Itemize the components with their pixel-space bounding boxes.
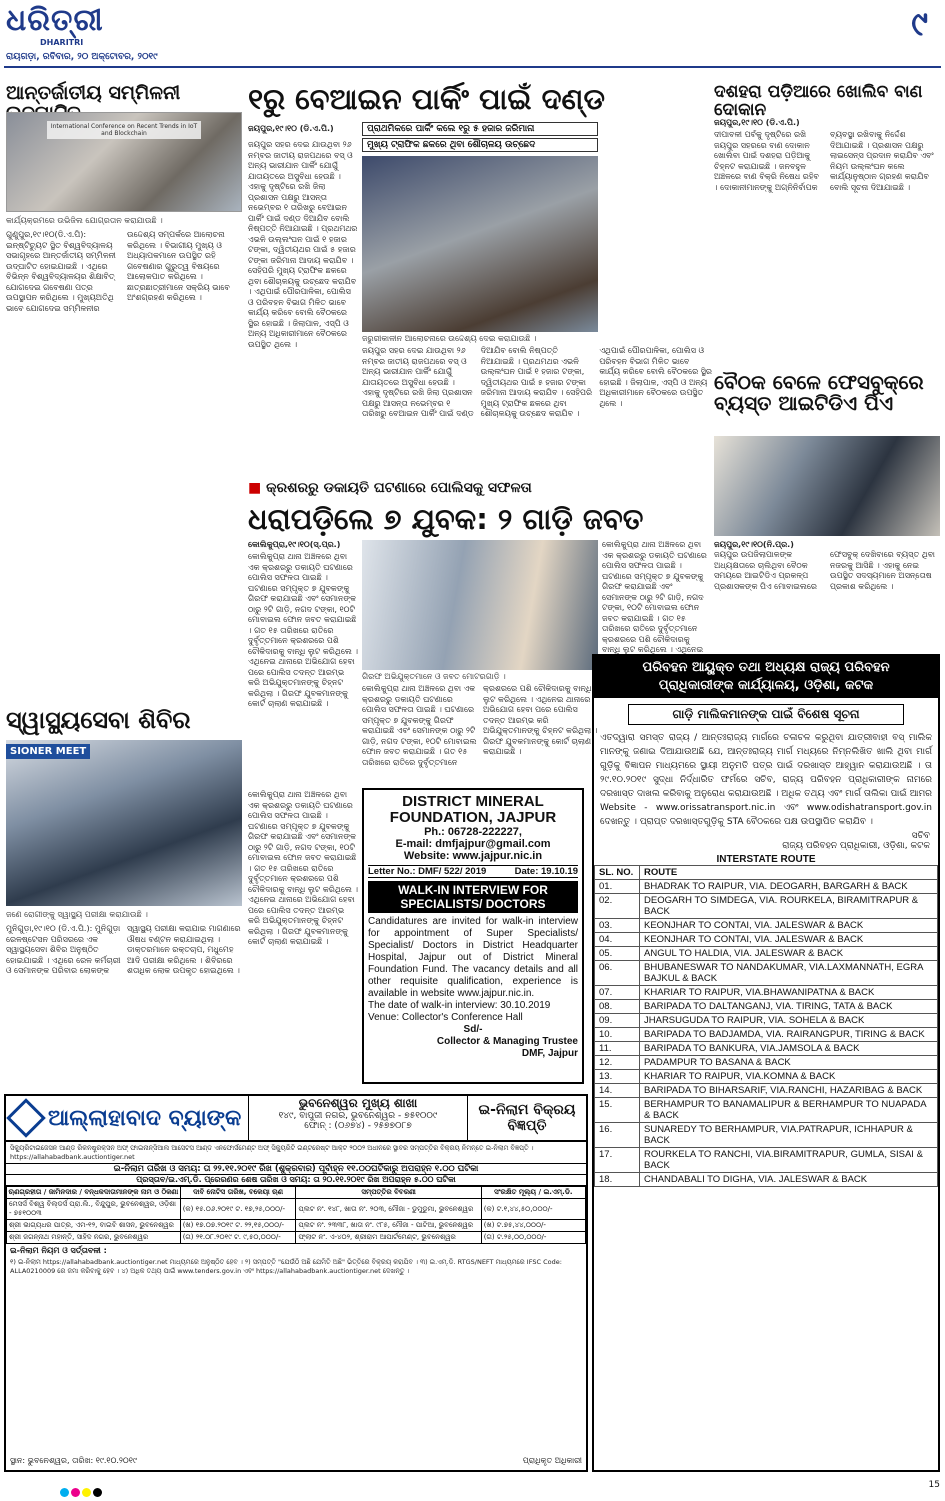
- bank-logo-block: [6, 1096, 248, 1140]
- route-table-title: INTERSTATE ROUTE: [716, 854, 816, 865]
- dmf-venue: Venue: Collector's Conference Hall: [368, 1012, 523, 1023]
- route-row: [595, 961, 938, 986]
- story1-photo: [6, 112, 242, 212]
- story2-body-left: ଜୟପୁର ସହର ଦେଇ ଯାଉଥିବା ୨୬ ନମ୍ବର ଜାତୀୟ ରାଜପଥରେ ବସ୍ ଓ ଅନ୍ୟ ଭାରୀଯାନ ପାର୍କିଂ ଯୋଗୁଁ ଯାତାୟତରେ ଅସୁବିଧା ହେଉଛି । ଏହାକୁ ଦୃଷ୍ଟିରେ ରଖି ଜିଲା ପ୍ରଶାସନ ପକ୍ଷରୁ ଆସନ୍ତା ନଭେମ୍ବର ୧ ତାରିଖରୁ ବେଆଇନ ପାର୍କିଂ ପାଇଁ ଦଣ୍ଡ ଦିଆଯିବ ବୋଲି ନିଷ୍ପତ୍ତି ନିଆଯାଇଛି । ପ୍ରଥମଥର ଏଭଳି ଉଲ୍ଲଂଘନ ପାଇଁ ୧ ହଜାର ଟଙ୍କା, ଦ୍ୱିତୀୟଥର ପାଇଁ ୫ ହଜାର ଟଙ୍କା ଜରିମାନା ଆଦାୟ କରାଯିବ । ସେହିପରି ମୁଖ୍ୟ ଟ୍ରାଫିକ ଛକରେ ଥିବା ଶୌଚାଳୟକୁ ଉଚ୍ଛେଦ କରାଯିବ । ଏଥିପାଇଁ ପୌରପାଳିକା, ପୋଲିସ ଓ ପରିବହନ ବିଭାଗ ମିଳିତ ଭାବେ କାର୍ଯ୍ୟ କରିବେ ବୋଲି ବୈଠକରେ ସ୍ଥିର ହୋଇଛି । ଜିଲାପାଳ, ଏସ୍‌ପି ଓ ଅନ୍ୟ ଅଧିକାରୀମାନେ ବୈଠକରେ ଉପସ୍ଥିତ ଥିଲେ ।: [248, 140, 358, 349]
- bank-terms-title: ଇ-ନିଲାମ ନିୟମ ଓ ସର୍ତ୍ତାବଳୀ :: [10, 1246, 107, 1255]
- story6-photo: [6, 740, 242, 906]
- bank-cell-notice: (ଗ) ୨୧.୦୮.୨୦୧୯ ଟ. ୯,୫୦,୦୦୦/-: [180, 1232, 296, 1244]
- route-sl: 06.: [595, 961, 640, 986]
- bank-cell-reserve: (ଗ) ଟ.୨୫,୦୦,୦୦୦/-: [481, 1232, 585, 1244]
- transport-heading-1: ପରିବହନ ଆୟୁକ୍ତ ତଥା ଅଧ୍ୟକ୍ଷ ରାଜ୍ୟ ପରିବହନ: [642, 660, 890, 675]
- print-color-strip: [60, 1482, 900, 1494]
- route-row: [595, 1084, 938, 1098]
- route-sl: 17.: [595, 1148, 640, 1173]
- story2-photo: [362, 156, 598, 332]
- story6-headline: ସ୍ୱାସ୍ଥ୍ୟସେବା ଶିବିର: [6, 706, 191, 734]
- story2-kicker-2: ମୁଖ୍ୟ ଟ୍ରାଫିକ ଛକରେ ଥିବା ଶୌଚାଳୟ ଉଚ୍ଛେଦ: [362, 138, 598, 152]
- story5-caption: ଗିରଫ ଅଭିଯୁକ୍ତମାନେ ଓ ଜବତ ମୋଟରଗାଡ଼ି ।: [362, 672, 506, 681]
- route-row: [595, 1123, 938, 1148]
- bank-cell-borrower: ମେସର୍ସ ବିଶ୍ୱ ବିଲ୍ଡର୍ସ ପ୍ରା.ଲି., ବିନ୍ଦୁପୁର, ଭୁବନେଶ୍ୱର, ଓଡ଼ିଶା - ୭୫୧୦୦୩: [7, 1199, 181, 1220]
- dmf-signatory-2: DMF, Jajpur: [521, 1048, 578, 1059]
- route-row: [595, 1014, 938, 1028]
- story5-body-far: କୋଲିକୁପ୍ରା ଥାନା ଅଞ୍ଚଳରେ ଥିବା ଏକ କ୍ରଶରରୁ ଡକାୟତି ଘଟଣାରେ ପୋଲିସ ସଫଳତା ପାଇଛି । ଘଟଣାରେ ସମ୍ପୃକ୍ତ ୭ ଯୁବକଙ୍କୁ ଗିରଫ କରାଯାଇଛି ଏବଂ ସେମାନଙ୍କ ଠାରୁ ୨ଟି ଗାଡ଼ି, ନଗଦ ଟଙ୍କା, ୧୦ଟି ମୋବାଇଲ ଫୋନ ଜବତ କରାଯାଇଛି । ଗତ ୧୫ ତାରିଖରେ ରାତିରେ ଦୁର୍ବୃତ୍ତମାନେ କ୍ରଶରରେ ପଶି ଚୌକିଦାରକୁ ବାନ୍ଧି ଲୁଟ କରିଥିଲେ । ଏଥିନେଇ: [602, 540, 707, 654]
- cyan-dot: [60, 1488, 69, 1497]
- story5-body-left: କୋଲିକୁପ୍ରା ଥାନା ଅଞ୍ଚଳରେ ଥିବା ଏକ କ୍ରଶରରୁ ଡକାୟତି ଘଟଣାରେ ପୋଲିସ ସଫଳତା ପାଇଛି । ଘଟଣାରେ ସମ୍ପୃକ୍ତ ୭ ଯୁବକଙ୍କୁ ଗିରଫ କରାଯାଇଛି ଏବଂ ସେମାନଙ୍କ ଠାରୁ ୨ଟି ଗାଡ଼ି, ନଗଦ ଟଙ୍କା, ୧୦ଟି ମୋବାଇଲ ଫୋନ ଜବତ କରାଯାଇଛି । ଗତ ୧୫ ତାରିଖରେ ରାତିରେ ଦୁର୍ବୃତ୍ତମାନେ କ୍ରଶରରେ ପଶି ଚୌକିଦାରକୁ ବାନ୍ଧି ଲୁଟ କରିଥିଲେ । ଏଥିନେଇ ଥାନାରେ ଅଭିଯୋଗ ହେବା ପରେ ପୋଲିସ ତଦନ୍ତ ଆରମ୍ଭ କରି ଅଭିଯୁକ୍ତମାନଙ୍କୁ ଚିହ୍ନଟ କରିଥିଲା । ଗିରଫ ଯୁବକମାନଙ୍କୁ କୋର୍ଟ ଚାଲାଣ କରାଯାଇଛି ।: [248, 552, 358, 708]
- bank-table-body: [7, 1199, 586, 1244]
- route-name: KHARIAR TO RAIPUR, VIA.BHAWANIPATNA & BACK: [640, 986, 938, 1000]
- story2-caption: ଜରୁରୀକାଳୀନ ଆଲୋଚନାରେ ଉଦ୍ଦେଶ୍ୟ ଦେଇ କରାଯାଉଛି ।: [362, 334, 537, 343]
- story1-body: ଗୁଣୁପୁର,୧୯।୧୦(ଡି.ଏ.ପି): ଇନ୍‌ଷ୍ଟିଚ୍ୟୁଟ ସ୍ଥିତ ବିଶ୍ୱବିଦ୍ୟାଳୟ ସଭାଗୃହରେ ଆନ୍ତର୍ଜାତୀୟ ସମ୍ମିଳନୀ ଉଦ୍‌ଘାଟିତ ହୋଇଯାଇଛି । ଏଥିରେ ବିଭିନ୍ନ ବିଶ୍ୱବିଦ୍ୟାଳୟର ଶିକ୍ଷାବିତ୍ ଯୋଗଦେଇ ଗବେଷଣା ପତ୍ର ଉପସ୍ଥାପନ କରିଥିଲେ । ମୁଖ୍ୟଅତିଥି ଭାବେ ଯୋଗଦେଇ ସମ୍ମିଳନୀର ଉଦ୍ଦେଶ୍ୟ ସମ୍ପର୍କରେ ଆଲୋଚନା କରିଥିଲେ । ବିଭାଗୀୟ ମୁଖ୍ୟ ଓ ଅଧ୍ୟାପକମାନେ ଉପସ୍ଥିତ ରହି ଗବେଷଣାର ଗୁରୁତ୍ୱ ବିଷୟରେ ଆଲୋକପାତ କରିଥିଲେ । ଛାତ୍ରଛାତ୍ରୀମାନେ ସକ୍ରିୟ ଭାବେ ଅଂଶଗ୍ରହଣ କରିଥିଲେ ।: [6, 230, 230, 313]
- page-number: ୯: [911, 4, 928, 44]
- route-table-body: [595, 880, 938, 1187]
- bank-cell-reserve: (ଖ) ଟ.୭୫,୪୪,୦୦୦/-: [481, 1220, 585, 1232]
- story5-body-right: କୋଲିକୁପ୍ରା ଥାନା ଅଞ୍ଚଳରେ ଥିବା ଏକ କ୍ରଶରରୁ ଡକାୟତି ଘଟଣାରେ ପୋଲିସ ସଫଳତା ପାଇଛି । ଘଟଣାରେ ସମ୍ପୃକ୍ତ ୭ ଯୁବକଙ୍କୁ ଗିରଫ କରାଯାଇଛି ଏବଂ ସେମାନଙ୍କ ଠାରୁ ୨ଟି ଗାଡ଼ି, ନଗଦ ଟଙ୍କା, ୧୦ଟି ମୋବାଇଲ ଫୋନ ଜବତ କରାଯାଇଛି । ଗତ ୧୫ ତାରିଖରେ ରାତିରେ ଦୁର୍ବୃତ୍ତମାନେ କ୍ରଶରରେ ପଶି ଚୌକିଦାରକୁ ବାନ୍ଧି ଲୁଟ କରିଥିଲେ । ଏଥିନେଇ ଥାନାରେ ଅଭିଯୋଗ ହେବା ପରେ ପୋଲିସ ତଦନ୍ତ ଆରମ୍ଭ କରି ଅଭିଯୁକ୍ତମାନଙ୍କୁ ଚିହ୍ନଟ କରିଥିଲା । ଗିରଫ ଯୁବକମାନଙ୍କୁ କୋର୍ଟ ଚାଲାଣ କରାଯାଇଛି ।: [362, 684, 598, 767]
- story2-kicker-1: ପ୍ରାଥମିକରେ ପାର୍କିଂ କଲେ ୧ରୁ ୫ ହଜାର ଜରିମାନା: [362, 122, 598, 136]
- route-name: BERHAMPUR TO BANAMALIPUR & BERHAMPUR TO NUAPADA & BACK: [640, 1098, 938, 1123]
- bank-title: ଇ-ନିଲାମ ବିକ୍ରୟ ବିଜ୍ଞପ୍ତି: [478, 1102, 576, 1134]
- dmf-heading: WALK-IN INTERVIEW FOR SPECIALISTS/ DOCTORS: [368, 881, 578, 913]
- route-name: DEOGARH TO SIMDEGA, VIA. ROURKELA, BIRAMITRAPUR & BACK: [640, 894, 938, 919]
- route-row: [595, 894, 938, 919]
- bank-intro: ସିକ୍ୟୁରିଟାଇଜେସନ ଆଣ୍ଡ ରିକନଷ୍ଟ୍ରକ୍ସନ ଅଫ୍ ଫାଇନାନ୍ସିଆଲ ଆସେଟସ ଆଣ୍ଡ ଏନଫୋର୍ସମେଣ୍ଟ ଅଫ୍ ସିକ୍ୟୁରିଟି ଇଣ୍ଟରେଷ୍ଟ ଆକ୍ଟ ୨୦୦୨ ଅଧୀନରେ ସ୍ଥାବର ସମ୍ପତ୍ତିର ବିକ୍ରୟ ନିମନ୍ତେ ଇ-ନିଲାମ ବିଜ୍ଞପ୍ତି । https://allahabadbank.auctiontiger.net: [10, 1144, 534, 1161]
- story6-body: ମୁନିଗୁଡ଼ା,୧୯।୧୦ (ଡି.ଏ.ପି.): ମୁନିଗୁଡ଼ା ରେଳଷ୍ଟେସନ ପରିସରରେ ଏକ ସ୍ୱାସ୍ଥ୍ୟସେବା ଶିବିର ଅନୁଷ୍ଠିତ ହୋଇଯାଇଛି । ଏଥିରେ ରେଳ କର୍ମଚାରୀ ଓ ସେମାନଙ୍କ ପରିବାର ଲୋକଙ୍କ ସ୍ୱାସ୍ଥ୍ୟ ପରୀକ୍ଷା କରାଯାଇ ମାଗଣାରେ ଔଷଧ ବଣ୍ଟନ କରାଯାଇଥିଲା । ଡାକ୍ତରମାନେ ରକ୍ତଚାପ, ମଧୁମେହ ଆଦି ପରୀକ୍ଷା କରିଥିଲେ । ଶିବିରରେ ଶତାଧିକ ଲୋକ ଉପକୃତ ହୋଇଥିଲେ ।: [6, 924, 241, 975]
- route-name: BHADRAK TO RAIPUR, VIA. DEOGARH, BARGARH & BACK: [640, 880, 938, 894]
- bank-cell-property: ପ୍ଲଟ ନଂ. ୨୩୩୮, ଖାତା ନଂ. ୯୮୫, ମୌଜା - ପାଟିଆ, ଭୁବନେଶ୍ୱର: [296, 1220, 481, 1232]
- bank-cell-notice: (କ) ୧୫.୦୬.୨୦୧୯ ଟ. ୧୭,୨୫,୦୦୦/-: [180, 1199, 296, 1220]
- story3-body: ଦୀପାବଳୀ ପର୍ବକୁ ଦୃଷ୍ଟିରେ ରଖି ଜୟପୁର ସହରରେ ବାଣ ଦୋକାନ ଖୋଲିବା ପାଇଁ ଦଶହରା ପଡ଼ିଆକୁ ଚିହ୍ନଟ କରାଯାଇଛି । ଜନବହୁଳ ଅଞ୍ଚଳରେ ବାଣ ବିକ୍ରି ନିଷେଧ ରହିବ । ଦୋକାନୀମାନଙ୍କୁ ଅଗ୍ନିନିର୍ବାପକ ବ୍ୟବସ୍ଥା ରଖିବାକୁ ନିର୍ଦ୍ଦେଶ ଦିଆଯାଇଛି । ପ୍ରଶାସନ ପକ୍ଷରୁ ଲାଇସେନ୍ସ ପ୍ରଦାନ କରାଯିବ ଏବଂ ନିୟମ ଉଲ୍ଲଂଘନ କଲେ କାର୍ଯ୍ୟାନୁଷ୍ଠାନ ଗ୍ରହଣ କରାଯିବ ବୋଲି ସୂଚନା ଦିଆଯାଇଛି ।: [714, 130, 934, 192]
- route-sl: 18.: [595, 1173, 640, 1187]
- route-row: [595, 1056, 938, 1070]
- dmf-signatory-1: Collector & Managing Trustee: [436, 1036, 578, 1047]
- bank-cell-borrower: ଶ୍ରୀ ଭାଗ୍ୟଧର ପାତ୍ର, ଏମ-୧୨, ବାଇବି ଶାସନ, ଭୁବନେଶ୍ୱର: [7, 1220, 181, 1232]
- route-sl: 09.: [595, 1014, 640, 1028]
- route-sl: 14.: [595, 1084, 640, 1098]
- story4-body: ଜୟପୁର ଉପଜିଲାପାଳଙ୍କ ଅଧ୍ୟକ୍ଷତାରେ ଚାଲିଥିବା ବୈଠକ ସମୟରେ ଆଇଟିଡିଏ ପ୍ରକଳ୍ପ ପ୍ରଶାସକଙ୍କ ପିଏ ମୋବାଇଲରେ ଫେସବୁକ୍ ଦେଖିବାରେ ବ୍ୟସ୍ତ ଥିବା ନଜରକୁ ଆସିଛି । ଏହାକୁ ନେଇ ଉପସ୍ଥିତ ସଦସ୍ୟମାନେ ଅସନ୍ତୋଷ ପ୍ରକାଶ କରିଥିଲେ ।: [714, 550, 935, 591]
- route-row: [595, 1028, 938, 1042]
- dmf-date: Date: 19.10.19: [514, 866, 578, 877]
- story5-byline: କୋଲିକୁପ୍ରା,୧୯।୧୦(ସ୍.ପ୍ର.): [248, 540, 341, 549]
- route-row: [595, 1148, 938, 1173]
- dmf-website: Website: www.jajpur.nic.in: [403, 850, 543, 862]
- story2-body-right: ଜୟପୁର ସହର ଦେଇ ଯାଉଥିବା ୨୬ ନମ୍ବର ଜାତୀୟ ରାଜପଥରେ ବସ୍ ଓ ଅନ୍ୟ ଭାରୀଯାନ ପାର୍କିଂ ଯୋଗୁଁ ଯାତାୟତରେ ଅସୁବିଧା ହେଉଛି । ଏହାକୁ ଦୃଷ୍ଟିରେ ରଖି ଜିଲା ପ୍ରଶାସନ ପକ୍ଷରୁ ଆସନ୍ତା ନଭେମ୍ବର ୧ ତାରିଖରୁ ବେଆଇନ ପାର୍କିଂ ପାଇଁ ଦଣ୍ଡ ଦିଆଯିବ ବୋଲି ନିଷ୍ପତ୍ତି ନିଆଯାଇଛି । ପ୍ରଥମଥର ଏଭଳି ଉଲ୍ଲଂଘନ ପାଇଁ ୧ ହଜାର ଟଙ୍କା, ଦ୍ୱିତୀୟଥର ପାଇଁ ୫ ହଜାର ଟଙ୍କା ଜରିମାନା ଆଦାୟ କରାଯିବ । ସେହିପରି ମୁଖ୍ୟ ଟ୍ରାଫିକ ଛକରେ ଥିବା ଶୌଚାଳୟକୁ ଉଚ୍ଛେଦ କରାଯିବ । ଏଥିପାଇଁ ପୌରପାଳିକା, ପୋଲିସ ଓ ପରିବହନ ବିଭାଗ ମିଳିତ ଭାବେ କାର୍ଯ୍ୟ କରିବେ ବୋଲି ବୈଠକରେ ସ୍ଥିର ହୋଇଛି । ଜିଲାପାଳ, ଏସ୍‌ପି ଓ ଅନ୍ୟ ଅଧିକାରୀମାନେ ବୈଠକରେ ଉପସ୍ଥିତ ଥିଲେ ।: [362, 346, 712, 418]
- bank-row: [7, 1232, 586, 1244]
- dmf-ad: [362, 788, 584, 1084]
- route-name: ROURKELA TO RANCHI, VIA.BIRAMITRAPUR, GUMLA, SISAI & BACK: [640, 1148, 938, 1173]
- story2-kickers: [362, 122, 598, 154]
- route-sl: 15.: [595, 1098, 640, 1123]
- route-sl: 08.: [595, 1000, 640, 1014]
- dmf-body: Candidatures are invited for walk-in interview for appointment of Super Specialists/ Specialist/ Doctors in District Headquarter Hospital, Jajpur out of District Mineral Foundation Fund. The vacancy details and all other requisite qualification, experience is available in website www.jajpur.nic.in.: [368, 916, 578, 999]
- route-row: [595, 880, 938, 894]
- bank-col-3: ସମ୍ପତ୍ତିର ବିବରଣୀ: [296, 1187, 481, 1199]
- route-table: [594, 865, 938, 1187]
- footer-page-number: 15: [928, 1480, 940, 1490]
- bank-footer: [6, 1454, 586, 1468]
- bank-emd-date: ପ୍ରସ୍ତାବ/ଇ.ଏମ୍.ଡି. ପ୍ରେରଣର ଶେଷ ତାରିଖ ଓ ସମୟ: ତା ୨୦.୧୧.୨୦୧୯ ରିଖ ଅପରାହ୍ନ ୫.୦୦ ଘଟିକା: [6, 1175, 586, 1186]
- magenta-dot: [71, 1488, 80, 1497]
- story2-headline: ୧ରୁ ବେଆଇନ ପାର୍କିଂ ପାଇଁ ଦଣ୍ଡ: [248, 82, 605, 116]
- route-name: BARIPADA TO BADJAMDA, VIA. RAIRANGPUR, TIRING & BACK: [640, 1028, 938, 1042]
- route-sl: 02.: [595, 894, 640, 919]
- route-sl: 12.: [595, 1056, 640, 1070]
- dmf-interview-date: The date of walk-in interview: 30.10.2019: [368, 1000, 551, 1011]
- dateline: ରାୟଗଡ଼ା, ରବିବାର, ୨୦ ଅକ୍ଟୋବର, ୨୦୧୯: [6, 52, 158, 62]
- bank-cell-property: ଫ୍ଲାଟ ନଂ. ଏ-୪୦୨, ଶ୍ରୀରାମ ଆପାର୍ଟମେଣ୍ଟ, ଭୁବନେଶ୍ୱର: [296, 1232, 481, 1244]
- route-name: KEONJHAR TO CONTAI, VIA. JALESWAR & BACK: [640, 933, 938, 947]
- bank-col-2: ଦାବି ନୋଟିସ ତାରିଖ, ବକେୟା ଋଣ: [180, 1187, 296, 1199]
- route-row: [595, 933, 938, 947]
- bank-header: [6, 1096, 586, 1142]
- story5-body-continued: କୋଲିକୁପ୍ରା ଥାନା ଅଞ୍ଚଳରେ ଥିବା ଏକ କ୍ରଶରରୁ ଡକାୟତି ଘଟଣାରେ ପୋଲିସ ସଫଳତା ପାଇଛି । ଘଟଣାରେ ସମ୍ପୃକ୍ତ ୭ ଯୁବକଙ୍କୁ ଗିରଫ କରାଯାଇଛି ଏବଂ ସେମାନଙ୍କ ଠାରୁ ୨ଟି ଗାଡ଼ି, ନଗଦ ଟଙ୍କା, ୧୦ଟି ମୋବାଇଲ ଫୋନ ଜବତ କରାଯାଇଛି । ଗତ ୧୫ ତାରିଖରେ ରାତିରେ ଦୁର୍ବୃତ୍ତମାନେ କ୍ରଶରରେ ପଶି ଚୌକିଦାରକୁ ବାନ୍ଧି ଲୁଟ କରିଥିଲେ । ଏଥିନେଇ ଥାନାରେ ଅଭିଯୋଗ ହେବା ପରେ ପୋଲିସ ତଦନ୍ତ ଆରମ୍ଭ କରି ଅଭିଯୁକ୍ତମାନଙ୍କୁ ଚିହ୍ନଟ କରିଥିଲା । ଗିରଫ ଯୁବକମାନଙ୍କୁ କୋର୍ଟ ଚାଲାଣ କରାଯାଇଛି ।: [248, 790, 358, 946]
- story4-photo: [714, 436, 940, 536]
- route-name: BARIPADA TO BIHARSARIF, VIA.RANCHI, HAZARIBAG & BACK: [640, 1084, 938, 1098]
- bank-logo-text: ଆଲ୍ଲାହାବାଦ ବ୍ୟାଙ୍କ: [48, 1105, 242, 1131]
- dmf-letter-row: [368, 865, 578, 878]
- bank-table-header: [7, 1187, 586, 1199]
- dmf-email: E-mail: dmfjajpur@gmail.com: [395, 838, 551, 850]
- story1-caption: କାର୍ଯ୍ୟକ୍ରମରେ ଉଭିଜିଲ ଯୋଗ୍ରତାନ କରାଯାଉଛି ।: [6, 216, 163, 225]
- route-name: ANGUL TO HALDIA, VIA. JALESWAR & BACK: [640, 947, 938, 961]
- story6-caption: ଜଣେ ରୋଗୀଙ୍କୁ ସ୍ୱାସ୍ଥ୍ୟ ପରୀକ୍ଷା କରାଯାଉଛି ।: [6, 910, 148, 919]
- bank-cell-notice: (ଖ) ୧୭.୦୭.୨୦୧୯ ଟ. ୨୨,୧୫,୦୦୦/-: [180, 1220, 296, 1232]
- route-row: [595, 1042, 938, 1056]
- conference-banner: International Conference on Recent Trends in IoT and Blockchain: [47, 121, 201, 139]
- route-name: SUNAREDY TO BERHAMPUR, VIA.PATRAPUR, ICHHAPUR & BACK: [640, 1123, 938, 1148]
- route-name: PADAMPUR TO BASANA & BACK: [640, 1056, 938, 1070]
- route-sl: 13.: [595, 1070, 640, 1084]
- route-row: [595, 986, 938, 1000]
- route-row: [595, 1070, 938, 1084]
- route-name: BARIPADA TO DALTANGANJ, VIA. TIRING, TATA & BACK: [640, 1000, 938, 1014]
- story4-byline: ଜୟପୁର,୧୯।୧୦(ନି.ପ୍ର.): [714, 540, 794, 549]
- route-sl: 05.: [595, 947, 640, 961]
- route-sl: 10.: [595, 1028, 640, 1042]
- dmf-title-2: FOUNDATION, JAJPUR: [389, 809, 557, 826]
- bank-row: [7, 1220, 586, 1232]
- dmf-sd: Sd/-: [463, 1024, 483, 1035]
- masthead-logo: [6, 4, 146, 54]
- bank-terms: ୧) ଇ-ନିଲାମ https://allahabadbank.auctiontiger.net ମାଧ୍ୟମରେ ଅନୁଷ୍ଠିତ ହେବ । ୨) ସମ୍ପତ୍ତି "ଯେଉଁଠି ଅଛି ଯେମିତି ଅଛି" ଭିତ୍ତିରେ ବିକ୍ରୟ କରାଯିବ । ୩) ଇ.ଏମ୍.ଡି. RTGS/NEFT ମାଧ୍ୟମରେ IFSC Code: ALLA0210009 ରେ ଜମା କରିବାକୁ ହେବ । ୪) ଅଧିକ ତଥ୍ୟ ପାଇଁ www.tenders.gov.in ଏବଂ https://allahabadbank.auctiontiger.net ଦେଖନ୍ତୁ ।: [10, 1258, 562, 1275]
- transport-heading: [594, 656, 938, 698]
- logo-text: ଧରିତ୍ରୀ: [6, 3, 104, 38]
- route-row: [595, 1173, 938, 1187]
- bank-branch: ଭୁବନେଶ୍ୱର ମୁଖ୍ୟ ଶାଖା: [298, 1096, 418, 1110]
- route-sl: 16.: [595, 1123, 640, 1148]
- transport-ad: [592, 654, 940, 1472]
- route-name: KEONJHAR TO CONTAI, VIA. JALESWAR & BACK: [640, 919, 938, 933]
- route-sl: 07.: [595, 986, 640, 1000]
- bank-cell-reserve: (କ) ଟ.୧,୪୪,୫୦,୦୦୦/-: [481, 1199, 585, 1220]
- bank-logo-icon: [6, 1098, 46, 1138]
- bank-col-1: ଋଣଗ୍ରହୀତା / ଜାମିନଦାର / ବନ୍ଧକଦାତାମାନଙ୍କ ନାମ ଓ ଠିକଣା: [7, 1187, 181, 1199]
- logo-subtext: DHARITRI: [40, 38, 84, 47]
- bank-branch-block: [248, 1096, 468, 1140]
- story5-kicker: ■ କ୍ରଶରରୁ ଡକାୟତି ଘଟଣାରେ ପୋଲିସକୁ ସଫଳତା: [248, 480, 708, 496]
- route-table-header: [595, 866, 938, 880]
- top-rule: [4, 66, 941, 68]
- yellow-dot: [82, 1488, 91, 1497]
- route-name: BARIPADA TO BANKURA, VIA.JAMSOLA & BACK: [640, 1042, 938, 1056]
- story2-byline: ଜୟପୁର,୧୯।୧୦ (ଡି.ଏ.ପି.): [248, 124, 334, 133]
- transport-heading-2: ପ୍ରାଧିକାରୀଙ୍କ କାର୍ଯ୍ୟାଳୟ, ଓଡ଼ିଶା, କଟକ: [658, 678, 874, 693]
- route-sl: 11.: [595, 1042, 640, 1056]
- transport-signature-1: ସଚିବ: [911, 831, 930, 841]
- bank-address: ୧୪୯, ବାପୁଜୀ ନଗର, ଭୁବନେଶ୍ୱର - ୭୫୧୦୦୯: [278, 1111, 438, 1121]
- route-name: CHANDABALI TO DIGHA, VIA. JALESWAR & BACK: [640, 1173, 938, 1187]
- route-name: JHARSUGUDA TO RAIPUR, VIA. SOHELA & BACK: [640, 1014, 938, 1028]
- story4-headline: ବୈଠକ ବେଳେ ଫେସବୁକ୍‌ରେ ବ୍ୟସ୍ତ ଆଇଟିଡିଏ ପିଏ: [714, 370, 924, 415]
- bank-col-4: ସଂରକ୍ଷିତ ମୂଲ୍ୟ / ଇ.ଏମ୍.ଡି.: [481, 1187, 585, 1199]
- transport-signature-2: ରାଜ୍ୟ ପରିବହନ ପ୍ରାଧିକାରୀ, ଓଡ଼ିଶା, କଟକ: [782, 841, 930, 851]
- story5-headline: ଧରାପଡ଼ିଲେ ୭ ଯୁବକ: ୨ ଗାଡ଼ି ଜବତ: [248, 502, 644, 536]
- transport-body: ଏତଦ୍ୱାରା ସମସ୍ତ ରାଜ୍ୟ / ଆନ୍ତଃରାଜ୍ୟ ମାର୍ଗରେ ଚଳାଚଳ କରୁଥିବା ଯାତ୍ରୀବାହୀ ବସ୍ ମାଲିକ ମାନଙ୍କୁ ଜଣାଇ ଦିଆଯାଉଅଛି ଯେ, ଆନ୍ତଃରାଜ୍ୟ ମାର୍ଗ ମଧ୍ୟରେ ନିମ୍ନଲିଖିତ ଖାଲି ଥିବା ମାର୍ଗ ଗୁଡ଼ିକୁ ବିଜ୍ଞାପନ ମାଧ୍ୟମରେ ସ୍ଥାୟୀ ଅନୁମତି ପତ୍ର ପାଇଁ ଦରଖାସ୍ତ ଆହ୍ୱାନ କରାଯାଉଅଛି । ତା ୨୯.୧୦.୨୦୧୯ ସୁଦ୍ଧା ନିର୍ଦ୍ଧାରିତ ଫର୍ମରେ ସଚିବ, ରାଜ୍ୟ ପରିବହନ ପ୍ରାଧିକାରୀଙ୍କ ନାମରେ ଦରଖାସ୍ତ ଦାଖଲ କରିବାକୁ ଅନୁରୋଧ କରାଯାଉଅଛି । ଅଧିକ ତଥ୍ୟ ଏବଂ ମାର୍ଗ ତାଲିକା ପାଇଁ ଆମର Website - www.orissatransport.nic.in ଏବଂ www.odishatransport.gov.in ଦେଖନ୍ତୁ । ପ୍ରାପ୍ତ ଦରଖାସ୍ତଗୁଡ଼ିକୁ STA ବୈଠକରେ ପକ୍ଷ ଉପସ୍ଥାପିତ କରାଯିବ ।: [600, 733, 932, 827]
- route-row: [595, 947, 938, 961]
- dmf-title-1: DISTRICT MINERAL: [402, 793, 544, 810]
- route-row: [595, 1000, 938, 1014]
- story3-byline: ଜୟପୁର,୧୯।୧୦ (ଡି.ଏ.ପି.): [714, 118, 800, 127]
- story5-photo: [362, 540, 598, 670]
- black-dot: [93, 1488, 102, 1497]
- bank-cell-borrower: ଶ୍ରୀ ଜଗନ୍ନାଥ ମହାନ୍ତି, ସାହିଦ ନଗର, ଭୁବନେଶ୍ୱର: [7, 1232, 181, 1244]
- col-route: ROUTE: [640, 866, 938, 880]
- transport-subheading: ଗାଡ଼ି ମାଲିକମାନଙ୍କ ପାଇଁ ବିଶେଷ ସୂଚନା: [628, 704, 904, 725]
- bank-table: [6, 1186, 586, 1244]
- dmf-letter-no: Letter No.: DMF/ 522/ 2019: [368, 866, 487, 877]
- bank-ad: [4, 1094, 588, 1472]
- bank-cell-property: ପ୍ଲଟ ନଂ. ୧୪୮, ଖାତା ନଂ. ୨୦୩, ମୌଜା - ଡୁମୁଡୁମା, ଭୁବନେଶ୍ୱର: [296, 1199, 481, 1220]
- bank-phone: ଫୋନ୍ : (୦୬୭୪) - ୨୫୭୭୦୮୭: [304, 1121, 412, 1131]
- col-sl: SL. NO.: [595, 866, 640, 880]
- bank-row: [7, 1199, 586, 1220]
- bank-officer: ପ୍ରାଧିକୃତ ଅଧିକାରୀ: [522, 1456, 582, 1465]
- story1-headline: ଆନ୍ତର୍ଜାତୀୟ ସମ୍ମିଳନୀ: [6, 82, 181, 104]
- bank-auction-date: ଇ-ନିଲାମ ତାରିଖ ଓ ସମୟ: ତା ୨୨.୧୧.୨୦୧୯ ରିଖ (ଶୁକ୍ରବାର) ପୂର୍ବାହ୍ନ ୧୧.୦୦ଘଟିକାରୁ ଅପରାହ୍ନ ୧.୦୦ ଘଟିକା: [6, 1163, 586, 1175]
- bank-place: ସ୍ଥାନ: ଭୁବନେଶ୍ୱର, ତାରିଖ: ୧୯.୧୦.୨୦୧୯: [10, 1456, 137, 1465]
- route-sl: 01.: [595, 880, 640, 894]
- route-name: BHUBANESWAR TO NANDAKUMAR, VIA.LAXMANNATH, EGRA BAJKUL & BACK: [640, 961, 938, 986]
- route-sl: 04.: [595, 933, 640, 947]
- route-row: [595, 1098, 938, 1123]
- route-sl: 03.: [595, 919, 640, 933]
- route-name: KHARIAR TO RAIPUR, VIA.KOMNA & BACK: [640, 1070, 938, 1084]
- story6-banner: SIONER MEET: [6, 744, 90, 759]
- story3-headline: ଦଶହରା ପଡ଼ିଆରେ ଖୋଲିବ ବାଣ ଦୋକାନ: [714, 82, 923, 120]
- dmf-phone: Ph.: 06728-222227,: [424, 826, 522, 838]
- route-row: [595, 919, 938, 933]
